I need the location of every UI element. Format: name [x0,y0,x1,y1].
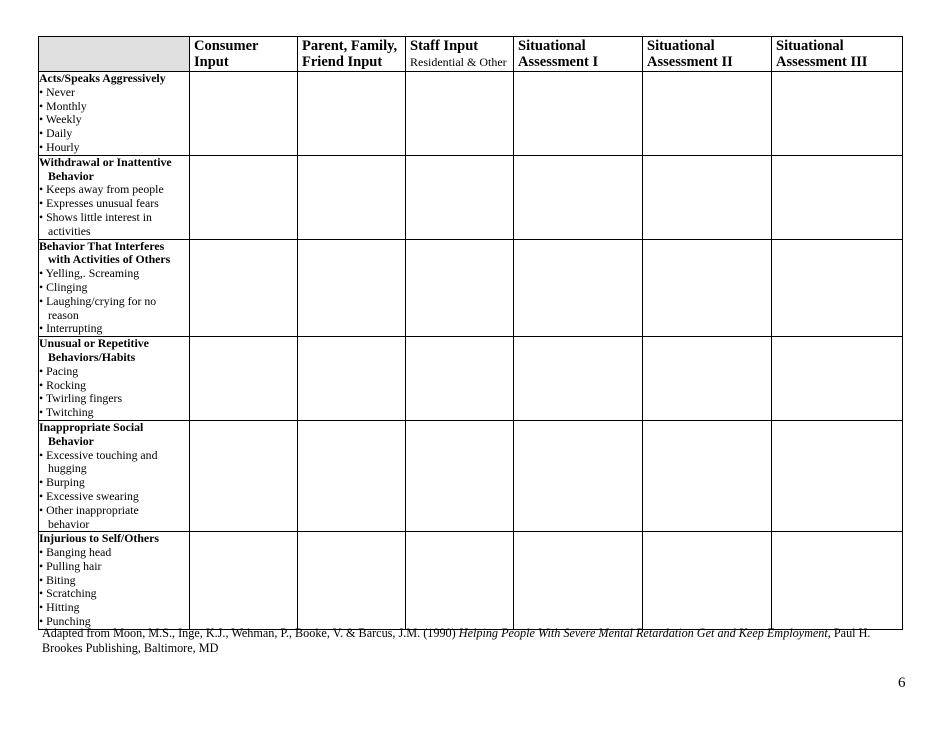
behavior-item: • Yelling,. Screaming [39,266,140,281]
entry-cell[interactable] [514,239,643,337]
behavior-item: • Clinging [39,279,88,294]
behavior-item: • Expresses unusual fears [39,196,159,211]
behavior-item: • Banging head [39,545,112,560]
entry-cell[interactable] [406,337,514,421]
category-row [39,72,903,156]
entry-cell[interactable] [643,72,772,156]
entry-cell[interactable] [298,532,406,630]
behavior-item: • Monthly [39,98,87,113]
entry-cell[interactable] [772,239,903,337]
assessment-table [38,36,903,630]
entry-cell[interactable] [190,337,298,421]
behavior-item: • Twirling fingers [39,391,123,406]
behavior-item: • Hourly [39,139,80,154]
entry-cell[interactable] [190,420,298,531]
entry-cell[interactable] [298,420,406,531]
entry-cell[interactable] [190,155,298,239]
category-row [39,420,903,531]
category-cell [39,72,190,156]
column-header: Staff Input Residential & Other [406,37,514,72]
entry-cell[interactable] [514,420,643,531]
entry-cell[interactable] [772,532,903,630]
category-cell [39,337,190,421]
entry-cell[interactable] [643,337,772,421]
category-title: Injurious to Self/Others [39,531,159,546]
behavior-item: • Excessive swearing [39,488,139,503]
category-cell [39,532,190,630]
entry-cell[interactable] [772,72,903,156]
behavior-item: • Weekly [39,112,82,127]
entry-cell[interactable] [298,337,406,421]
behavior-item: • Excessive touching and hugging [39,447,158,476]
entry-cell[interactable] [772,155,903,239]
category-title: Withdrawal or Inattentive Behavior [39,154,172,183]
behavior-item: • Shows little interest in activities [39,209,152,238]
category-row [39,532,903,630]
behavior-item: • Pulling hair [39,558,102,573]
citation-title: Helping People With Severe Mental Retardation Get and Keep Employment, [458,626,831,640]
behavior-item: • Interrupting [39,321,103,336]
behavior-item: • Biting [39,572,76,587]
category-title: Unusual or Repetitive Behaviors/Habits [39,336,149,364]
entry-cell[interactable] [643,239,772,337]
citation-prefix: Adapted from Moon, M.S., Inge, K.J., Wehman, P., Booke, V. & Barcus, J.M. (1990) [42,626,459,640]
category-cell [39,155,190,239]
header-row [39,37,903,72]
behavior-item: • Pacing [39,363,79,378]
entry-cell[interactable] [514,337,643,421]
citation-suffix: Paul H. Brookes Publishing, Baltimore, MD [42,626,871,655]
behavior-item: • Twitching [39,405,94,420]
category-row [39,239,903,337]
category-title: Acts/Speaks Aggressively [39,71,166,85]
category-rows [39,72,903,630]
entry-cell[interactable] [406,72,514,156]
entry-cell[interactable] [406,420,514,531]
behavior-item: • Keeps away from people [39,182,164,197]
behavior-item: • Burping [39,475,85,490]
behavior-item: • Rocking [39,377,87,392]
behavior-item: • Laughing/crying for no reason [39,293,157,322]
entry-cell[interactable] [514,155,643,239]
entry-cell[interactable] [772,337,903,421]
entry-cell[interactable] [643,420,772,531]
page-number: 6 [898,675,906,691]
behavior-item: • Daily [39,126,73,141]
behavior-item: • Never [39,84,75,99]
entry-cell[interactable] [190,72,298,156]
column-header: Situational Assessment III [772,37,903,72]
behavior-item: • Scratching [39,586,97,601]
column-header: Parent, Family, Friend Input [298,37,406,72]
corner-cell [39,37,190,72]
column-header: Situational Assessment I [514,37,643,72]
category-cell [39,239,190,337]
category-cell [39,420,190,531]
entry-cell[interactable] [643,155,772,239]
entry-cell[interactable] [406,155,514,239]
entry-cell[interactable] [298,155,406,239]
citation-footer [42,626,902,655]
behavior-item: • Hitting [39,600,80,615]
entry-cell[interactable] [514,72,643,156]
entry-cell[interactable] [772,420,903,531]
behavior-item: • Punching [39,614,91,629]
entry-cell[interactable] [190,239,298,337]
entry-cell[interactable] [406,239,514,337]
entry-cell[interactable] [298,239,406,337]
entry-cell[interactable] [514,532,643,630]
column-header: Situational Assessment II [643,37,772,72]
column-header: Consumer Input [190,37,298,72]
entry-cell[interactable] [406,532,514,630]
category-row [39,337,903,421]
entry-cell[interactable] [643,532,772,630]
entry-cell[interactable] [298,72,406,156]
entry-cell[interactable] [190,532,298,630]
category-title: Behavior That Interferes with Activities of Others [39,238,171,267]
behavior-item: • Other inappropriate behavior [39,502,139,531]
category-row [39,155,903,239]
category-title: Inappropriate Social Behavior [39,419,144,448]
